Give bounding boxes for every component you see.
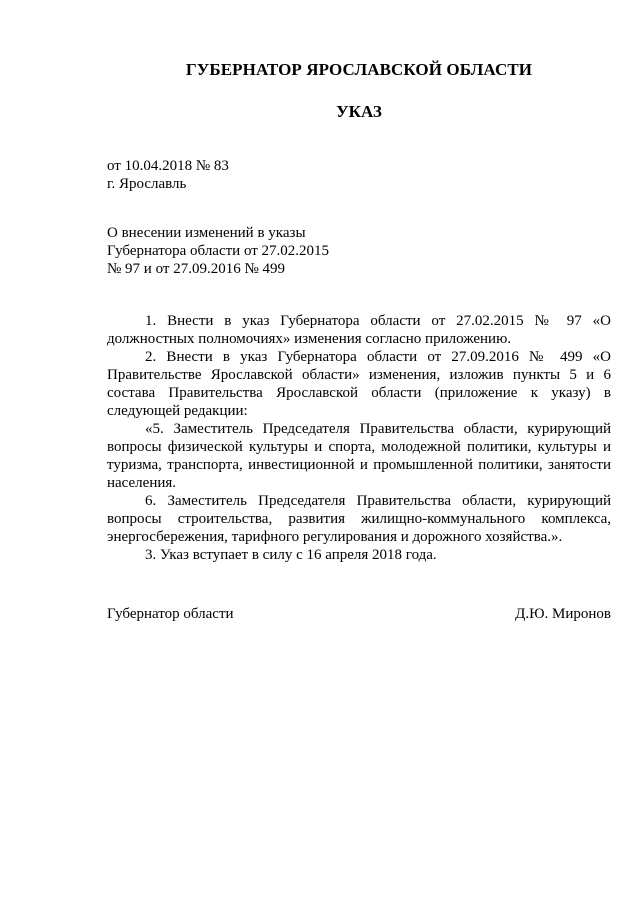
document-city: г. Ярославль — [107, 176, 187, 192]
document-date-number: от 10.04.2018 № 83 — [107, 158, 229, 174]
subject-line: О внесении изменений в указы — [107, 225, 306, 241]
signatory-name: Д.Ю. Миронов — [515, 606, 611, 622]
document-subject — [107, 224, 407, 278]
body-paragraph: «5. Заместитель Председателя Правительства области, курирующий вопросы физической культуры и спорта, молодежной политики, культуры и туризма, транспорта, инвестиционной и промышленной политики, занятости населения. — [107, 421, 611, 491]
issuing-authority-heading: ГУБЕРНАТОР ЯРОСЛАВСКОЙ ОБЛАСТИ — [185, 60, 533, 79]
document-type-heading: УКАЗ — [336, 102, 382, 121]
subject-line: Губернатора области от 27.02.2015 — [107, 243, 330, 259]
body-paragraph: 3. Указ вступает в силу с 16 апреля 2018 года. — [145, 547, 437, 563]
document-body — [107, 312, 611, 564]
subject-line: № 97 и от 27.09.2016 № 499 — [107, 261, 286, 277]
body-paragraph: 1. Внести в указ Губернатора области от 27.02.2015 № 97 «О должностных полномочиях» изменения согласно приложению. — [107, 313, 611, 347]
signatory-position: Губернатор области — [107, 606, 234, 622]
body-paragraph: 2. Внести в указ Губернатора области от 27.09.2016 № 499 «О Правительстве Ярославской области» изменения, изложив пункты 5 и 6 состава Правительства Ярославской области (приложение к указу) в следующей редакции: — [107, 349, 611, 419]
body-paragraph: 6. Заместитель Председателя Правительства области, курирующий вопросы строительства, развития жилищно-коммунального комплекса, энергосбережения, тарифного регулирования и дорожного хозяйства.». — [107, 493, 611, 545]
